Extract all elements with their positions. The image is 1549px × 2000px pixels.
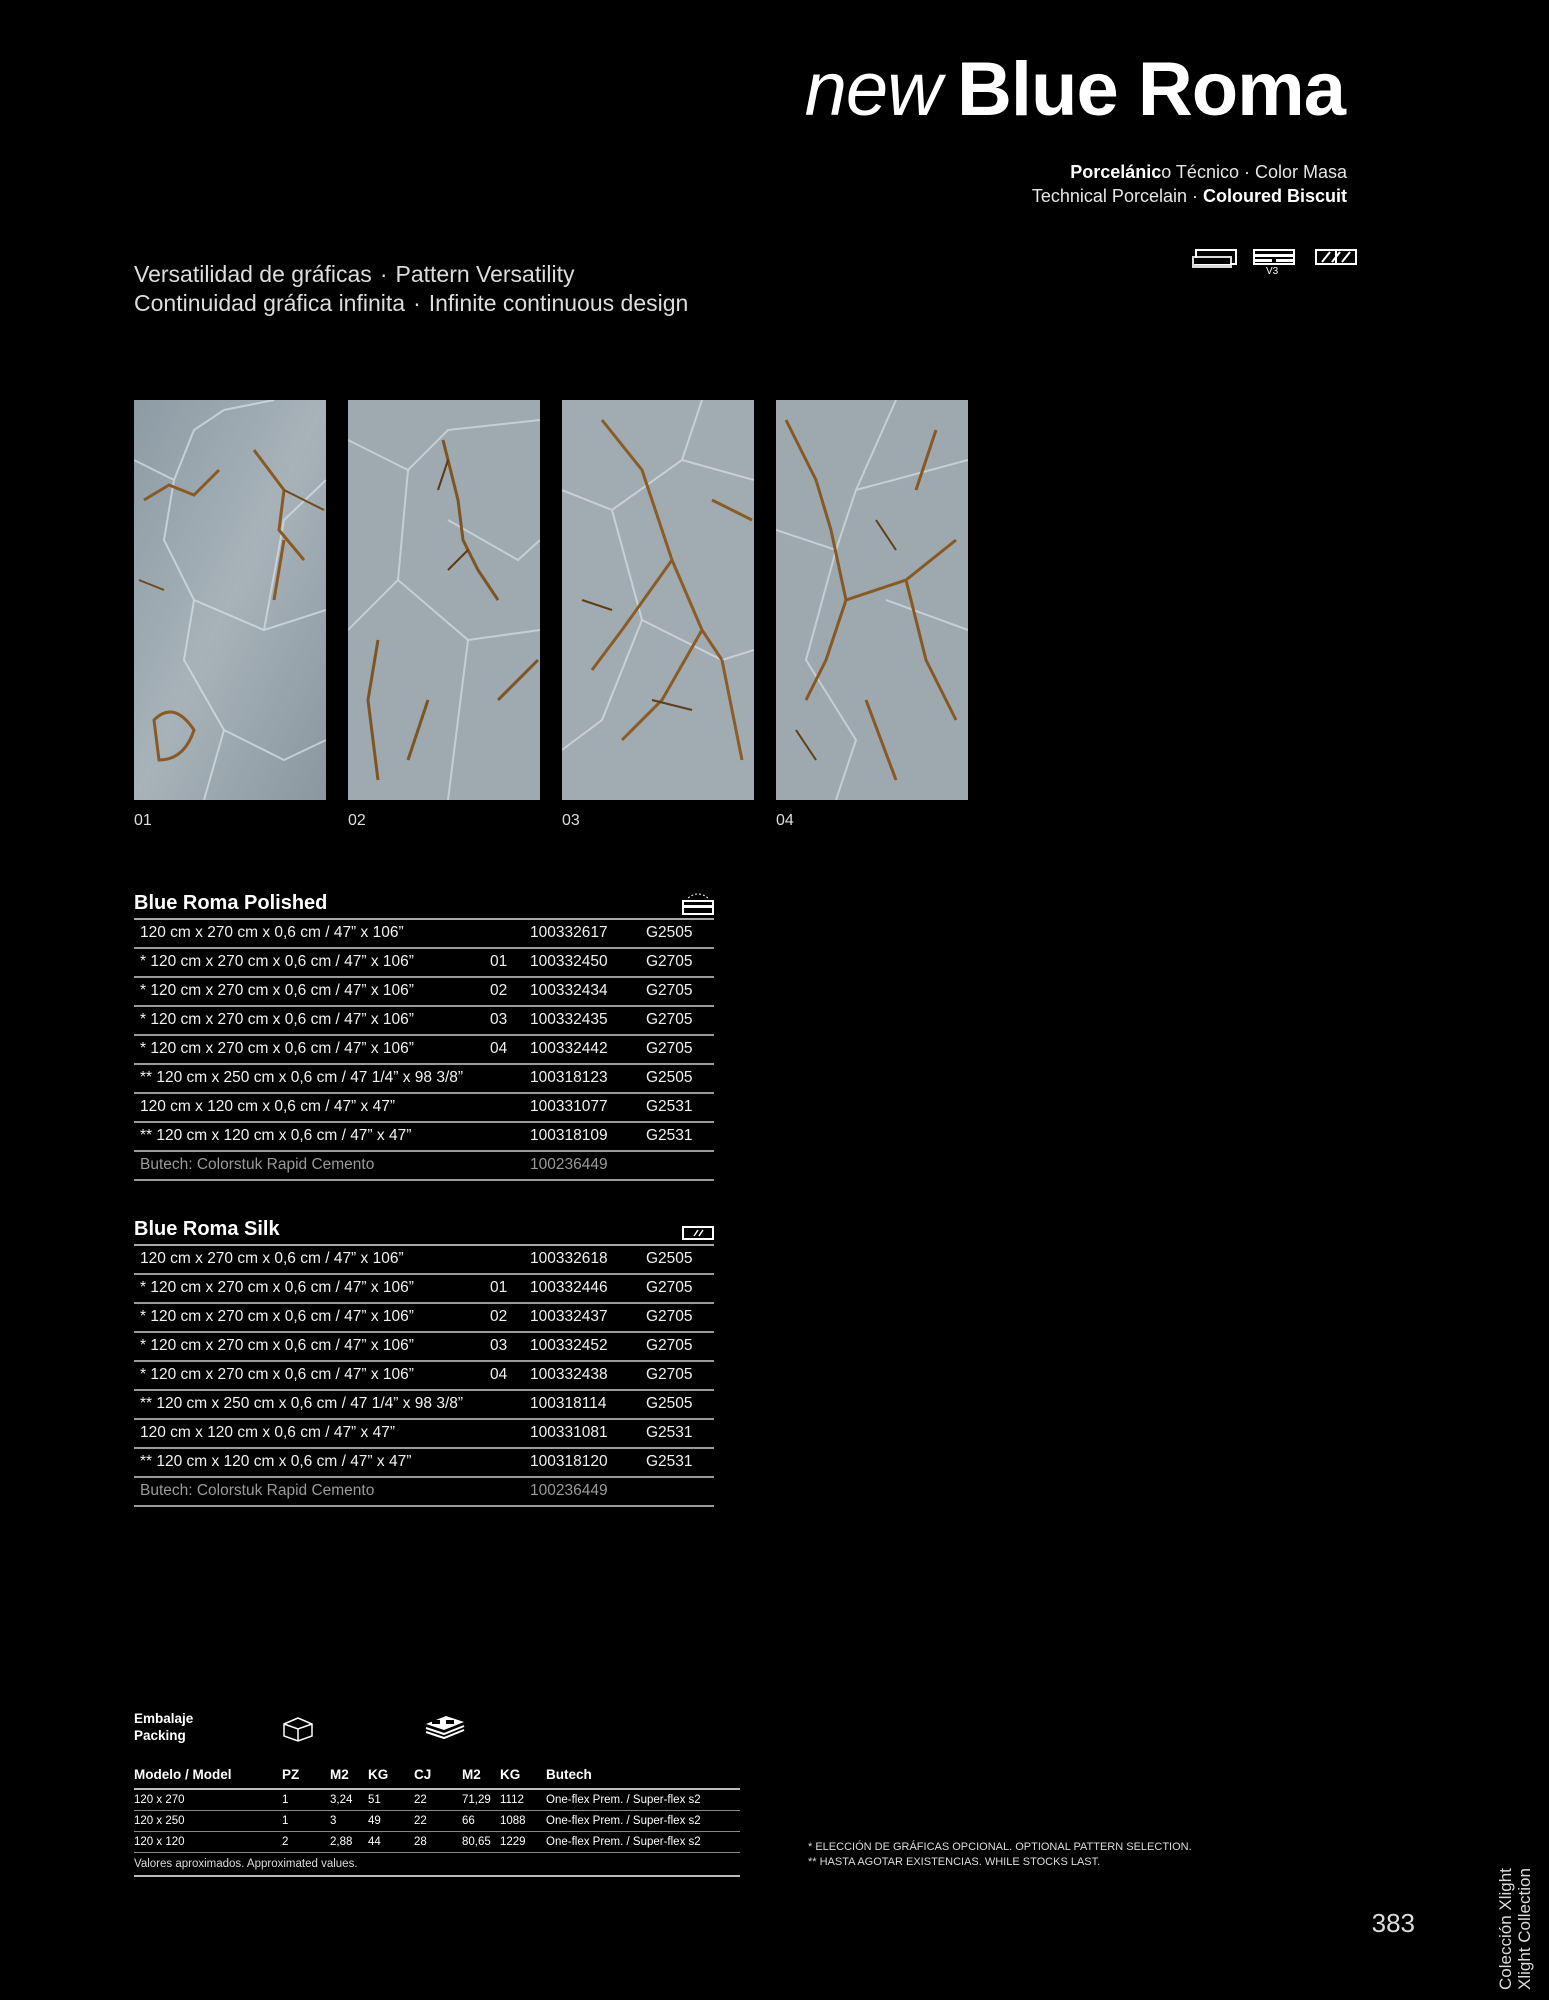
- cell: 2,88: [330, 1836, 353, 1848]
- cell: 80,65: [462, 1836, 491, 1848]
- cell: 3,24: [330, 1794, 353, 1806]
- graphic-cell: [490, 1478, 530, 1505]
- marble-tile-image: [562, 400, 754, 800]
- graphic-cell: [490, 1449, 530, 1476]
- footnote-2: ** HASTA AGOTAR EXISTENCIAS. WHILE STOCKS LAST.: [808, 1856, 1101, 1868]
- polished-title: [134, 888, 714, 920]
- cell: 28: [414, 1836, 427, 1848]
- cell: One-flex Prem. / Super-flex s2: [546, 1836, 701, 1848]
- table-row: [134, 1007, 714, 1036]
- code-cell: 100318123: [530, 1069, 608, 1086]
- graphic-cell: 01: [490, 953, 508, 970]
- packing-header: [134, 1710, 740, 1748]
- cell: 66: [462, 1815, 475, 1827]
- pack-cell: G2705: [646, 1308, 693, 1325]
- cell: 1088: [500, 1815, 526, 1827]
- code-cell: 100318114: [530, 1395, 607, 1412]
- marble-tile-image: [776, 400, 968, 800]
- table-row: [134, 1036, 714, 1065]
- pack-cell: G2705: [646, 953, 693, 970]
- marble-tile-image: [348, 400, 540, 800]
- size-cell: ** 120 cm x 250 cm x 0,6 cm / 47 1/4” x 98 3/8”: [140, 1069, 464, 1086]
- format-icons: [1190, 248, 1362, 277]
- polished-finish-icon: [682, 892, 714, 925]
- cell: 120 x 270: [134, 1794, 185, 1806]
- size-cell: 120 cm x 270 cm x 0,6 cm / 47” x 106”: [140, 924, 404, 941]
- cell: 3: [330, 1815, 337, 1827]
- table-row: [134, 1246, 714, 1275]
- table-row: [134, 949, 714, 978]
- pack-cell: G2531: [646, 1453, 693, 1470]
- tile-label: 02: [348, 812, 366, 829]
- graphic-cell: 02: [490, 1308, 508, 1325]
- size-cell: Butech: Colorstuk Rapid Cemento: [140, 1482, 375, 1499]
- cell: 51: [368, 1794, 381, 1806]
- pattern-v3-icon: [1252, 248, 1300, 277]
- graphic-cell: 04: [490, 1040, 508, 1057]
- pack-cell: [646, 1152, 714, 1179]
- feature-line2-en: Infinite continuous design: [428, 290, 689, 316]
- graphic-cell: [490, 1420, 530, 1447]
- packing-note: Valores aproximados. Approximated values.: [134, 1853, 740, 1877]
- table-row: [134, 1123, 714, 1152]
- table-row: [134, 920, 714, 949]
- packing-table: [134, 1710, 740, 1877]
- code-cell: 100332450: [530, 953, 608, 970]
- code-cell: 100236449: [530, 1482, 608, 1499]
- pack-cell: G2531: [646, 1424, 693, 1441]
- polished-title-text: Blue Roma Polished: [134, 892, 328, 914]
- pack-cell: G2505: [646, 1250, 693, 1267]
- packing-label-en: Packing: [134, 1728, 186, 1743]
- code-cell: 100332617: [530, 924, 608, 941]
- cell: One-flex Prem. / Super-flex s2: [546, 1794, 701, 1806]
- pack-cell: G2705: [646, 1279, 693, 1296]
- pack-cell: G2705: [646, 1366, 693, 1383]
- marble-tile-image: [134, 400, 326, 800]
- pack-cell: G2705: [646, 1011, 693, 1028]
- code-cell: 100236449: [530, 1156, 608, 1173]
- header-cell: M2: [462, 1767, 481, 1782]
- footnote-1: * ELECCIÓN DE GRÁFICAS OPCIONAL. OPTIONAL PATTERN SELECTION.: [808, 1841, 1192, 1853]
- box-icon: [282, 1716, 314, 1746]
- code-cell: 100332442: [530, 1040, 608, 1057]
- pack-cell: G2531: [646, 1127, 693, 1144]
- size-cell: * 120 cm x 270 cm x 0,6 cm / 47” x 106”: [140, 982, 414, 999]
- code-cell: 100332435: [530, 1011, 608, 1028]
- title-name: Blue Roma: [957, 47, 1345, 132]
- subtitle-line1-bold: Porcelánic: [1070, 162, 1162, 182]
- graphic-cell: [490, 1152, 530, 1179]
- size-cell: * 120 cm x 270 cm x 0,6 cm / 47” x 106”: [140, 1366, 414, 1383]
- code-cell: 100318109: [530, 1127, 608, 1144]
- side-line-1: Colección Xlight: [1496, 1868, 1515, 1990]
- pack-cell: G2505: [646, 924, 693, 941]
- subtitle-line1-rest: o Técnico · Color Masa: [1161, 162, 1347, 182]
- cell: 22: [414, 1815, 427, 1827]
- header-cell: Butech: [546, 1767, 592, 1782]
- silk-table: [134, 1214, 714, 1507]
- cell: 120 x 250: [134, 1815, 185, 1827]
- table-row: [134, 1478, 714, 1507]
- table-row: [134, 1420, 714, 1449]
- collection-side-label: [1496, 1800, 1536, 1990]
- table-row: [134, 1275, 714, 1304]
- tile-label: 03: [562, 812, 580, 829]
- graphic-cell: [490, 1246, 530, 1273]
- graphic-cell: [490, 1391, 530, 1418]
- silk-title: [134, 1214, 714, 1246]
- cell: 44: [368, 1836, 381, 1848]
- side-line-2: Xlight Collection: [1515, 1868, 1534, 1990]
- code-cell: 100332434: [530, 982, 608, 999]
- cell: 120 x 120: [134, 1836, 185, 1848]
- size-cell: 120 cm x 120 cm x 0,6 cm / 47” x 47”: [140, 1098, 395, 1115]
- cell: 71,29: [462, 1794, 491, 1806]
- pack-cell: G2531: [646, 1098, 693, 1115]
- cell: 1229: [500, 1836, 526, 1848]
- tile-label: 04: [776, 812, 794, 829]
- pallet-icon: [422, 1712, 468, 1744]
- page-title: [804, 47, 1345, 132]
- feature-line1-es: Versatilidad de gráficas: [134, 261, 372, 287]
- pack-cell: G2705: [646, 982, 693, 999]
- pack-cell: G2505: [646, 1395, 693, 1412]
- graphic-cell: [490, 1065, 530, 1092]
- table-row: [134, 1152, 714, 1181]
- feature-line2-es: Continuidad gráfica infinita: [134, 290, 406, 316]
- pack-cell: [646, 1478, 714, 1505]
- size-cell: * 120 cm x 270 cm x 0,6 cm / 47” x 106”: [140, 953, 414, 970]
- silk-finish-icon: [682, 1218, 714, 1251]
- pattern-tiles: [134, 400, 968, 800]
- table-row: [134, 1391, 714, 1420]
- packing-label-es: Embalaje: [134, 1711, 194, 1726]
- size-cell: * 120 cm x 270 cm x 0,6 cm / 47” x 106”: [140, 1279, 414, 1296]
- silk-title-text: Blue Roma Silk: [134, 1218, 280, 1240]
- subtitle-line2-bold: Coloured Biscuit: [1202, 186, 1347, 206]
- tile-label: 01: [134, 812, 152, 829]
- feature-separator: ·: [413, 290, 421, 316]
- header-cell: M2: [330, 1767, 349, 1782]
- subtitle-line2-rest: Technical Porcelain ·: [1031, 186, 1203, 206]
- table-row: [134, 1790, 740, 1811]
- polished-table: [134, 888, 714, 1181]
- table-row: [134, 1811, 740, 1832]
- size-cell: ** 120 cm x 250 cm x 0,6 cm / 47 1/4” x 98 3/8”: [140, 1395, 464, 1412]
- cell: 22: [414, 1794, 427, 1806]
- code-cell: 100332452: [530, 1337, 608, 1354]
- cell: 49: [368, 1815, 381, 1827]
- silk-rows: [134, 1246, 714, 1507]
- code-cell: 100331081: [530, 1424, 608, 1441]
- cell: 1: [282, 1794, 289, 1806]
- code-cell: 100332618: [530, 1250, 608, 1267]
- table-row: [134, 1832, 740, 1853]
- code-cell: 100332438: [530, 1366, 608, 1383]
- material-subtitle: [1032, 160, 1347, 208]
- table-row: [134, 1094, 714, 1123]
- size-cell: ** 120 cm x 120 cm x 0,6 cm / 47” x 47”: [140, 1453, 412, 1470]
- graphic-cell: 03: [490, 1011, 508, 1028]
- graphic-cell: [490, 1094, 530, 1121]
- graphic-cell: 04: [490, 1366, 508, 1383]
- feature-text: [134, 260, 688, 318]
- header-cell: KG: [368, 1767, 389, 1782]
- pack-cell: G2505: [646, 1069, 693, 1086]
- graphic-cell: 03: [490, 1337, 508, 1354]
- graphic-cell: [490, 920, 530, 947]
- size-cell: Butech: Colorstuk Rapid Cemento: [140, 1156, 375, 1173]
- table-row: [134, 978, 714, 1007]
- title-prefix: new: [804, 47, 942, 132]
- size-cell: * 120 cm x 270 cm x 0,6 cm / 47” x 106”: [140, 1040, 414, 1057]
- feature-separator: ·: [379, 261, 388, 287]
- table-row: [134, 1304, 714, 1333]
- size-cell: * 120 cm x 270 cm x 0,6 cm / 47” x 106”: [140, 1011, 414, 1028]
- size-cell: 120 cm x 270 cm x 0,6 cm / 47” x 106”: [140, 1250, 404, 1267]
- header-cell: Modelo / Model: [134, 1767, 232, 1782]
- size-cell: 120 cm x 120 cm x 0,6 cm / 47” x 47”: [140, 1424, 395, 1441]
- table-row: [134, 1065, 714, 1094]
- size-cell: * 120 cm x 270 cm x 0,6 cm / 47” x 106”: [140, 1308, 414, 1325]
- header-cell: KG: [500, 1767, 521, 1782]
- v3-label: V3: [1266, 266, 1279, 277]
- table-row: [134, 1362, 714, 1391]
- packing-header-row: [134, 1762, 740, 1790]
- size-cell: * 120 cm x 270 cm x 0,6 cm / 47” x 106”: [140, 1337, 414, 1354]
- code-cell: 100331077: [530, 1098, 608, 1115]
- pack-cell: G2705: [646, 1337, 693, 1354]
- continuous-icon: [1314, 248, 1362, 270]
- footnotes: [808, 1840, 1192, 1870]
- pack-cell: G2705: [646, 1040, 693, 1057]
- table-row: [134, 1333, 714, 1362]
- slab-icon: [1190, 248, 1238, 270]
- graphic-cell: 02: [490, 982, 508, 999]
- table-row: [134, 1449, 714, 1478]
- code-cell: 100332437: [530, 1308, 608, 1325]
- header-cell: PZ: [282, 1767, 300, 1782]
- header-cell: CJ: [414, 1767, 432, 1782]
- polished-rows: [134, 920, 714, 1181]
- graphic-cell: [490, 1123, 530, 1150]
- feature-line1-en: Pattern Versatility: [395, 261, 575, 287]
- page-number: 383: [1371, 1908, 1415, 1938]
- cell: 2: [282, 1836, 289, 1848]
- code-cell: 100318120: [530, 1453, 608, 1470]
- cell: One-flex Prem. / Super-flex s2: [546, 1815, 701, 1827]
- size-cell: ** 120 cm x 120 cm x 0,6 cm / 47” x 47”: [140, 1127, 412, 1144]
- code-cell: 100332446: [530, 1279, 608, 1296]
- graphic-cell: 01: [490, 1279, 508, 1296]
- cell: 1112: [500, 1794, 524, 1806]
- cell: 1: [282, 1815, 289, 1827]
